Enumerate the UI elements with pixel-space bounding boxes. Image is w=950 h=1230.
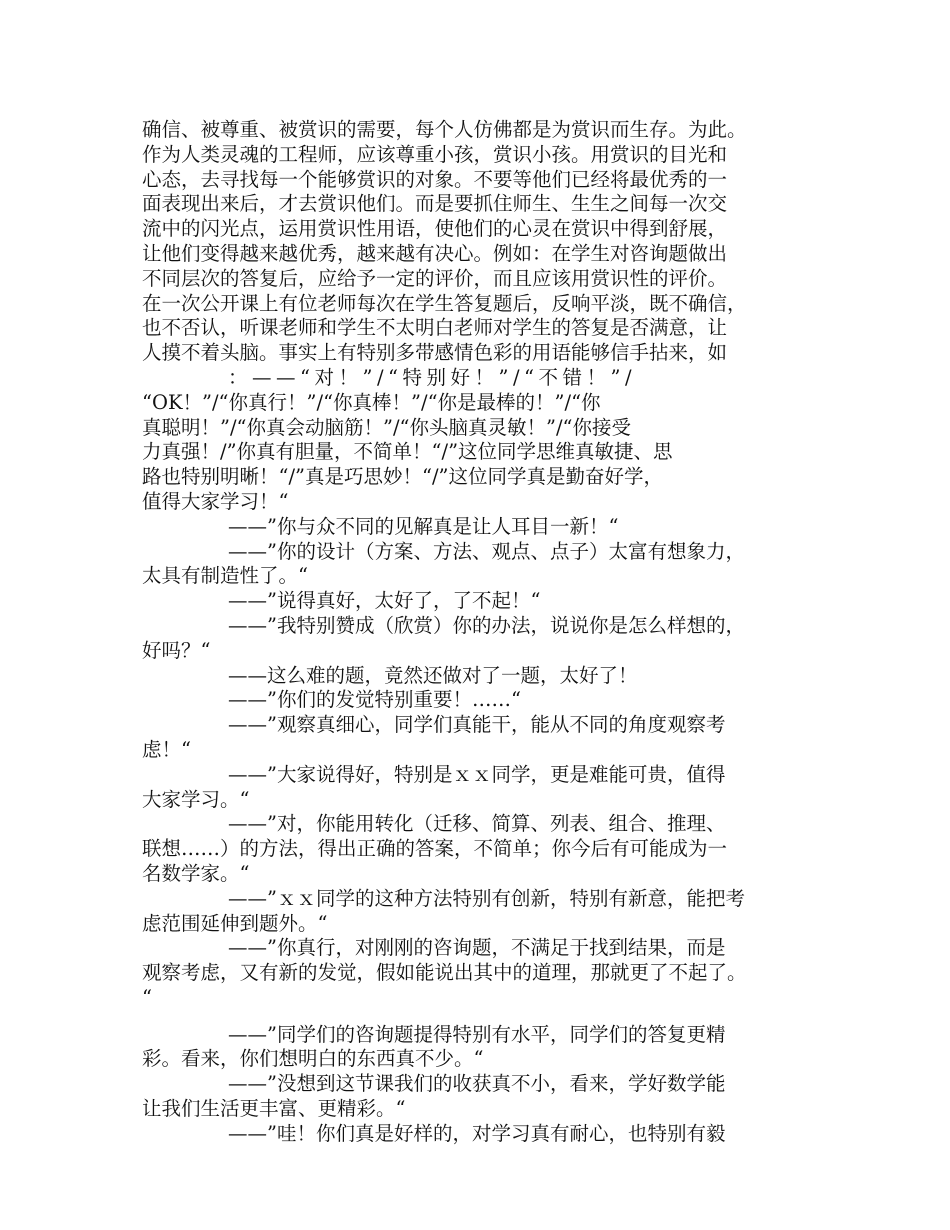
text-line: ——”你们的发觉特别重要！……“: [228, 688, 521, 712]
text-line: 虑！“: [142, 737, 191, 761]
paragraph-gap: [142, 1011, 832, 1023]
text-line: ——”同学们的咨询题提得特别有水平，同学们的答复更精: [228, 1022, 726, 1046]
text-line: ——”观察真细心，同学们真能干，能从不同的角度观察考: [228, 713, 726, 737]
text-line: 联想……）的方法，得出正确的答案，不简单；你今后有可能成为一: [142, 837, 728, 861]
text-line: ——”说得真好，太好了，了不起！“: [228, 589, 541, 613]
text-line: ——”哇！你们真是好样的，对学习真有耐心，也特别有毅: [228, 1121, 726, 1145]
text-line: 名数学家。“: [142, 861, 250, 885]
text-line: ——”你真行，对刚刚的咨询题，不满足于找到结果，而是: [228, 936, 726, 960]
text-line: ——”ｘｘ同学的这种方法特别有创新，特别有新意，能把考: [228, 886, 745, 910]
text-line: 大家学习。“: [142, 787, 250, 811]
text-line: 让我们生活更丰富、更精彩。“: [142, 1097, 406, 1121]
text-line: 真聪明！”/“你真会动脑筋！”/“你头脑真灵敏！”/“你接受: [142, 415, 632, 439]
text-line: 太具有制造性了。“: [142, 564, 308, 588]
text-line: “OK！”/“你真行！”/“你真棒！”/“你是最棒的！”/“你: [142, 390, 601, 414]
text-line: 人摸不着头脑。事实上有特别多带感情色彩的用语能够信手拈来，如: [142, 341, 728, 365]
document-page: [142, 118, 832, 1147]
text-line: 作为人类灵魂的工程师，应该尊重小孩，赏识小孩。用赏识的目光和: [142, 142, 728, 166]
text-line: 力真强！/”你真有胆量，不简单！“/”这位同学思维真敏捷、思: [142, 440, 673, 464]
text-line: 面表现出来后，才去赏识他们。而是要抓住师生、生生之间每一次交: [142, 192, 728, 216]
text-line: 彩。看来，你们想明白的东西真不少。“: [142, 1047, 484, 1071]
text-line: 心态，去寻找每一个能够赏识的对象。不要等他们已经将最优秀的一: [142, 167, 728, 191]
text-line: ——这么难的题，竟然还做对了一题，太好了！: [228, 663, 638, 687]
text-line: ——”对，你能用转化（迁移、简算、列表、组合、推理、: [228, 812, 726, 836]
text-line: ——”没想到这节课我们的收获真不小，看来，学好数学能: [228, 1072, 726, 1096]
text-line: 虑范围延伸到题外。“: [142, 911, 328, 935]
text-line: ：——“对！”/“特别好！”/“不错！”/: [228, 365, 637, 389]
text-line: 在一次公开课上有位老师每次在学生答复题后，反响平淡，既不确信，: [142, 291, 747, 315]
text-line: ——”大家说得好，特别是ｘｘ同学，更是难能可贵，值得: [228, 762, 726, 786]
text-line: 也不否认，听课老师和学生不太明白老师对学生的答复是否满意，让: [142, 316, 728, 340]
text-line: 路也特别明晰！“/”真是巧思妙！“/”这位同学真是勤奋好学，: [142, 465, 664, 489]
text-line: 观察考虑，又有新的发觉，假如能说出其中的道理，那就更了不起了。: [142, 961, 747, 985]
text-line: 不同层次的答复后，应给予一定的评价，而且应该用赏识性的评价。: [142, 266, 728, 290]
text-line: 确信、被尊重、被赏识的需要，每个人仿佛都是为赏识而生存。为此。: [142, 118, 747, 141]
text-line: 流中的闪光点，运用赏识性用语，使他们的心灵在赏识中得到舒展，: [142, 217, 728, 241]
text-line: “: [142, 985, 152, 1009]
text-line: 值得大家学习！“: [142, 489, 289, 513]
text-line: ——”你的设计（方案、方法、观点、点子）太富有想象力，: [228, 539, 745, 563]
text-line: 让他们变得越来越优秀，越来越有决心。例如：在学生对咨询题做出: [142, 241, 728, 265]
text-line: ——”你与众不同的见解真是让人耳目一新！“: [228, 514, 619, 538]
text-line: ——”我特别赞成（欣赏）你的办法，说说你是怎么样想的，: [228, 613, 745, 637]
text-line: 好吗？“: [142, 638, 211, 662]
